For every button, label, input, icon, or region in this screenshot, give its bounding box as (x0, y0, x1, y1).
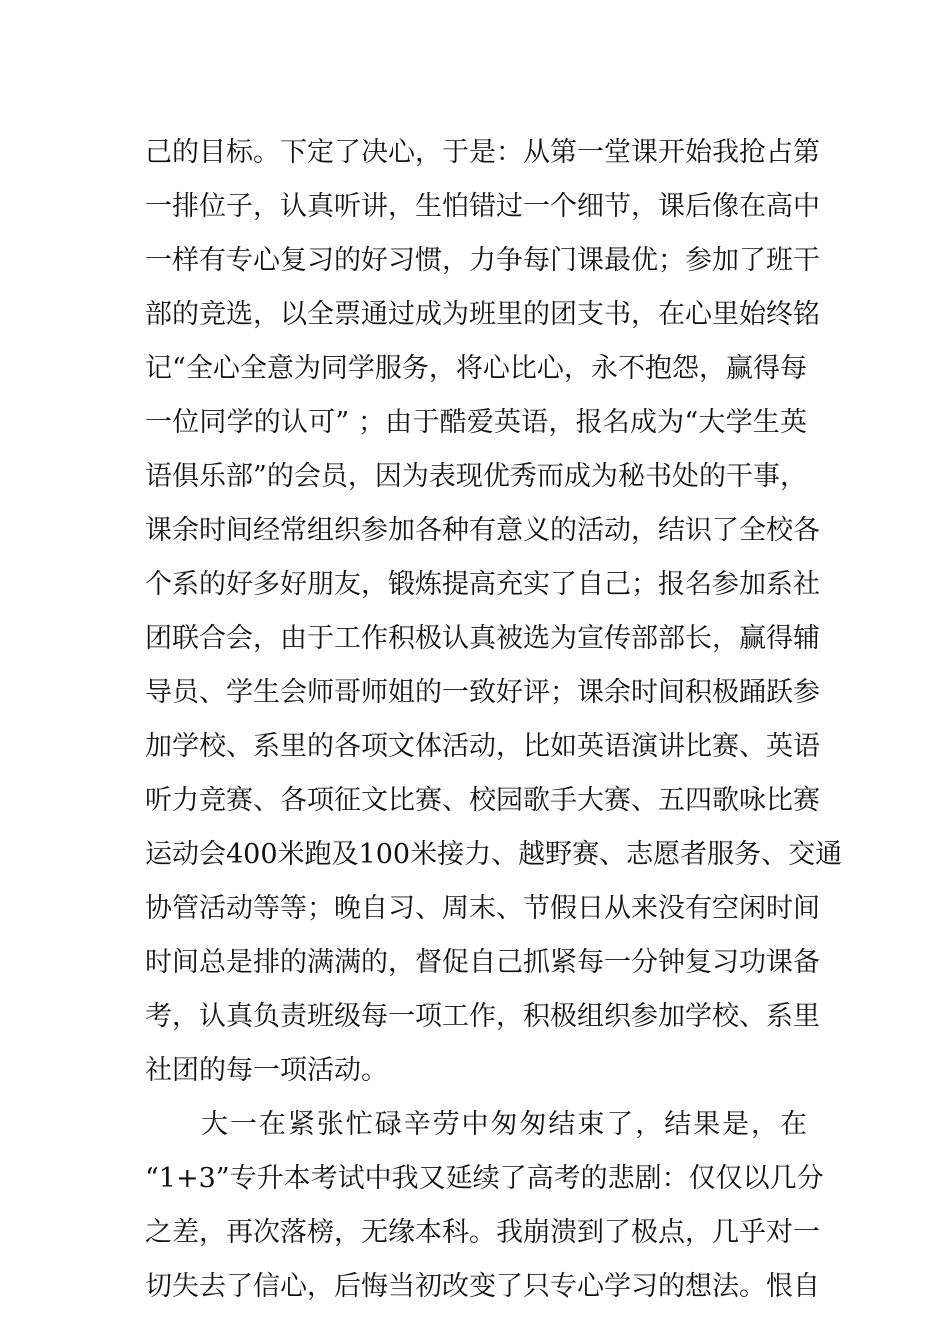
paragraph-1-line-6: 一位同学的认可” ；由于酷爱英语，报名成为“大学生英 (145, 407, 807, 438)
paragraph-1-line-8: 课余时间经常组织参加各种有意义的活动，结识了全校各 (145, 515, 820, 546)
paragraph-2-line-4: 切失去了信心，后悔当初改变了只专心学习的想法。恨自 (145, 1271, 820, 1302)
paragraph-2-line-3: 之差，再次落榜，无缘本科。我崩溃到了极点，几乎对一 (145, 1217, 820, 1248)
paragraph-1-line-18: 社团的每一项活动。 (145, 1055, 388, 1086)
paragraph-1-line-5: 记“全心全意为同学服务，将心比心，永不抱怨，赢得每 (145, 353, 807, 384)
paragraph-1-line-12: 加学校、系里的各项文体活动，比如英语演讲比赛、英语 (145, 731, 820, 762)
paragraph-1-line-15: 协管活动等等；晚自习、周末、节假日从来没有空闲时间 (145, 893, 820, 924)
paragraph-1-line-4: 部的竞选，以全票通过成为班里的团支书，在心里始终铭 (145, 299, 820, 330)
paragraph-1-line-9: 个系的好多好朋友，锻炼提高充实了自己；报名参加系社 (145, 569, 820, 600)
paragraph-1-line-10: 团联合会，由于工作积极认真被选为宣传部部长，赢得辅 (145, 623, 820, 654)
paragraph-1-line-13: 听力竞赛、各项征文比赛、校园歌手大赛、五四歌咏比赛 (145, 785, 820, 816)
paragraph-2-line-1: 大一在紧张忙碌辛劳中匆匆结束了，结果是，在 (201, 1109, 807, 1140)
paragraph-2-line-2: “1+3”专升本考试中我又延续了高考的悲剧：仅仅以几分 (145, 1163, 824, 1194)
paragraph-1-line-1: 己的目标。下定了决心，于是：从第一堂课开始我抢占第 (145, 137, 820, 168)
paragraph-1-line-2: 一排位子，认真听讲，生怕错过一个细节，课后像在高中 (145, 191, 820, 222)
paragraph-1-line-11: 导员、学生会师哥师姐的一致好评；课余时间积极踊跃参 (145, 677, 820, 708)
paragraph-1-line-7: 语俱乐部”的会员，因为表现优秀而成为秘书处的干事， (145, 461, 807, 492)
paragraph-1-line-14: 运动会400米跑及100米接力、越野赛、志愿者服务、交通 (145, 839, 843, 870)
paragraph-1-line-3: 一样有专心复习的好习惯，力争每门课最优；参加了班干 (145, 245, 820, 276)
paragraph-1-line-17: 考，认真负责班级每一项工作，积极组织参加学校、系里 (145, 1001, 820, 1032)
paragraph-1-line-16: 时间总是排的满满的，督促自己抓紧每一分钟复习功课备 (145, 947, 820, 978)
